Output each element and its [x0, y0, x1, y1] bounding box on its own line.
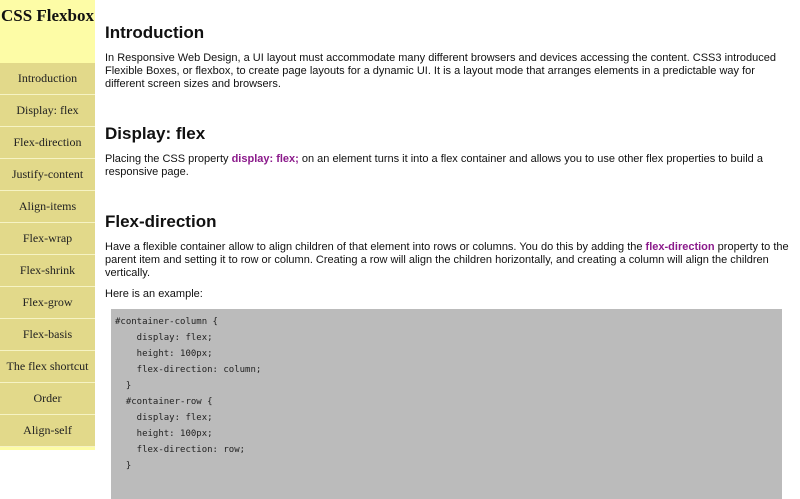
heading-display-flex: Display: flex — [105, 124, 206, 143]
sidebar-item-display-flex[interactable]: Display: flex — [0, 95, 95, 127]
sidebar-item-flex-wrap[interactable]: Flex-wrap — [0, 223, 95, 255]
sidebar-item-order[interactable]: Order — [0, 383, 95, 415]
heading-introduction: Introduction — [105, 23, 205, 42]
code-block: #container-column { display: flex; height: 100px; flex-direction: column; } #container-row { display: flex; height: 100px; flex-direction: row; } — [111, 309, 782, 499]
sidebar-item-the-flex-shortcut[interactable]: The flex shortcut — [0, 351, 95, 383]
heading-flex-direction: Flex-direction — [105, 212, 217, 231]
sidebar-item-flex-grow[interactable]: Flex-grow — [0, 287, 95, 319]
direction-text: Have a flexible container allow to align children of that element into rows or columns. You do this by adding the flex-direction property to the parent item and setting it to row or column. Creating a row will align the children horizontally, and creating a column will align the children vertically. — [105, 241, 789, 279]
example-label: Here is an example: — [105, 288, 203, 300]
sidebar — [0, 0, 95, 450]
sidebar-item-flex-direction[interactable]: Flex-direction — [0, 127, 95, 159]
intro-text: In Responsive Web Design, a UI layout must accommodate many different browsers and devices accessing the content. CSS3 introduced Flexible Boxes, or flexbox, to create page layouts for a dynamic UI. It is a layout mode that arranges elements in a predictable way for different screen sizes and browsers. — [105, 52, 776, 90]
sidebar-item-align-items[interactable]: Align-items — [0, 191, 95, 223]
sidebar-item-flex-basis[interactable]: Flex-basis — [0, 319, 95, 351]
sidebar-item-justify-content[interactable]: Justify-content — [0, 159, 95, 191]
main-content — [105, 0, 790, 499]
site-title: CSS Flexbox — [0, 6, 95, 25]
display-text: Placing the CSS property display: flex; on an element turns it into a flex container and allows you to use other flex properties to build a responsive page. — [105, 153, 763, 178]
sidebar-item-flex-shrink[interactable]: Flex-shrink — [0, 255, 95, 287]
sidebar-nav — [0, 63, 95, 447]
code-keyword: display: flex; — [231, 153, 299, 165]
sidebar-item-introduction[interactable]: Introduction — [0, 63, 95, 95]
sidebar-item-align-self[interactable]: Align-self — [0, 415, 95, 447]
code-keyword: flex-direction — [645, 241, 715, 253]
